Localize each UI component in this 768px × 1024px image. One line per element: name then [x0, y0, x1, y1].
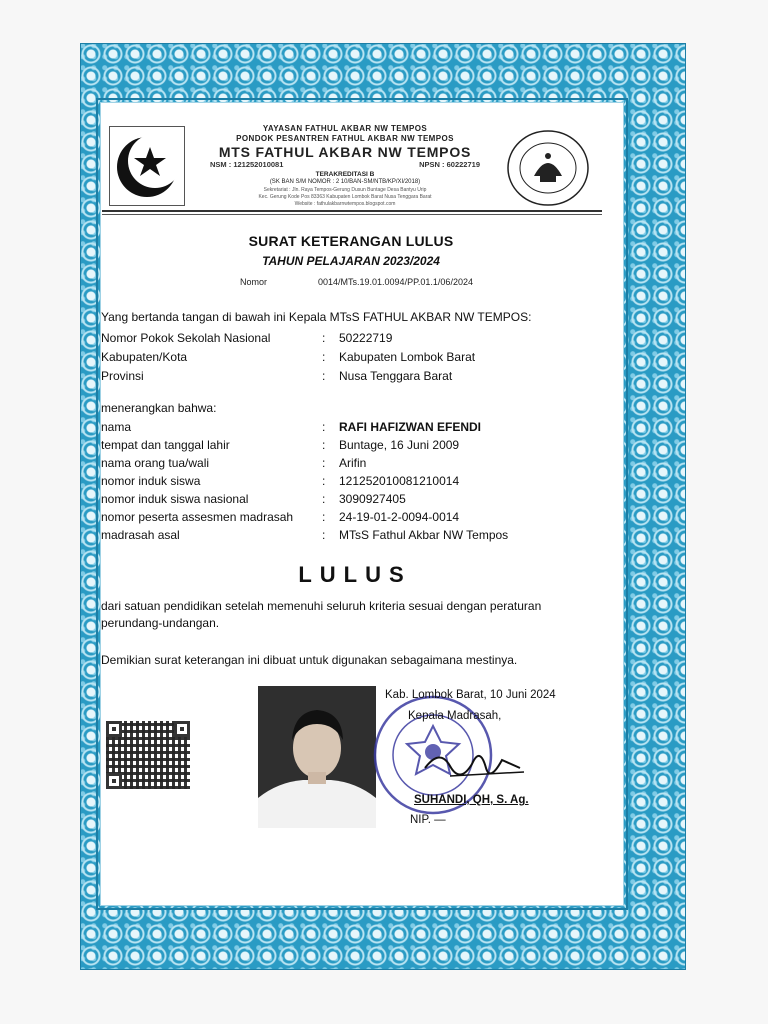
school-seal-logo [504, 128, 592, 208]
field-value: 50222719 [339, 331, 393, 345]
field-colon: : [322, 456, 326, 470]
field-colon: : [322, 474, 326, 488]
field-value: 24-19-01-2-0094-0014 [339, 510, 460, 524]
document-title: SURAT KETERANGAN LULUS [248, 233, 454, 249]
field-colon: : [322, 438, 326, 452]
field-value: Nusa Tenggara Barat [339, 369, 453, 383]
field-colon: : [322, 528, 326, 542]
field-label: madrasah asal [101, 528, 180, 542]
academic-year: TAHUN PELAJARAN 2023/2024 [262, 254, 440, 268]
field-label: nomor induk siswa nasional [101, 492, 249, 506]
field-value: Buntage, 16 Juni 2009 [339, 438, 460, 452]
foundation-name: YAYASAN FATHUL AKBAR NW TEMPOS [262, 124, 428, 133]
intro-text: Yang bertanda tangan di bawah ini Kepala MTsS FATHUL AKBAR NW TEMPOS: [101, 310, 532, 324]
headmaster-signature [420, 738, 530, 788]
address-line: Kec. Gerung Kode Pos 83363 Kabupaten Lombok Barat Nusa Tenggara Barat [258, 194, 432, 200]
student-photo [258, 686, 376, 828]
field-label: nama orang tua/wali [101, 456, 210, 470]
letterhead-divider [102, 210, 602, 212]
field-label: nomor induk siswa [101, 474, 201, 488]
accreditation-decree: (SK BAN S/M NOMOR : 2 10/BAN-SM/NTB/KP/XI/2018) [269, 179, 421, 185]
letterhead-divider [102, 214, 602, 215]
address-line: Sekretariat : Jln. Raya Tempos-Gerung Dusun Buntage Desa Bantyu Urip [263, 187, 427, 193]
field-colon: : [322, 492, 326, 506]
boarding-school-name: PONDOK PESANTREN FATHUL AKBAR NW TEMPOS [236, 134, 454, 143]
field-value: Kabupaten Lombok Barat [339, 350, 476, 364]
result-paragraph: perundang-undangan. [101, 616, 220, 630]
field-colon: : [322, 369, 326, 383]
accreditation: TERAKREDITASI B [315, 171, 375, 178]
nw-crescent-star-logo [109, 126, 185, 206]
field-label: tempat dan tanggal lahir [101, 438, 230, 452]
sign-role: Kepala Madrasah, [408, 710, 502, 722]
field-value: 3090927405 [339, 492, 406, 506]
qr-finder [174, 721, 190, 737]
field-label: Kabupaten/Kota [101, 350, 188, 364]
student-name: RAFI HAFIZWAN EFENDI [339, 420, 481, 434]
field-colon: : [322, 350, 326, 364]
field-value: 121252010081210014 [339, 474, 460, 488]
field-value: MTsS Fathul Akbar NW Tempos [339, 528, 509, 542]
npsn-number: NPSN : 60222719 [419, 160, 480, 169]
field-value: Arifin [339, 456, 367, 470]
number-label: Nomor [240, 277, 268, 287]
school-ids [210, 160, 480, 169]
sign-place-date: Kab. Lombok Barat, 10 Juni 2024 [385, 689, 556, 701]
website-line: Website : fathulakbarnwtempos.blogspot.com [294, 201, 396, 207]
field-label: Nomor Pokok Sekolah Nasional [101, 331, 271, 345]
field-label: nama [101, 420, 132, 434]
headmaster-nip: NIP. — [410, 814, 446, 826]
field-label: Provinsi [101, 369, 144, 383]
nsm-number: NSM : 121252010081 [210, 160, 284, 169]
field-label: nomor peserta assesmen madrasah [101, 510, 294, 524]
headmaster-name: SUHANDI, QH, S. Ag. [414, 794, 529, 806]
closing-paragraph: Demikian surat keterangan ini dibuat untuk digunakan sebagaimana mestinya. [101, 653, 518, 667]
school-name: MTS FATHUL AKBAR NW TEMPOS [218, 144, 472, 160]
qr-finder [106, 721, 122, 737]
result-heading: LULUS [298, 562, 412, 587]
qr-code [106, 721, 190, 789]
field-colon: : [322, 510, 326, 524]
declares-label: menerangkan bahwa: [101, 401, 217, 415]
field-colon: : [322, 420, 326, 434]
field-colon: : [322, 331, 326, 345]
qr-finder [106, 773, 122, 789]
number-value: 0014/MTs.19.01.0094/PP.01.1/06/2024 [318, 277, 473, 287]
result-paragraph: dari satuan pendidikan setelah memenuhi seluruh kriteria sesuai dengan peraturan [101, 599, 542, 613]
